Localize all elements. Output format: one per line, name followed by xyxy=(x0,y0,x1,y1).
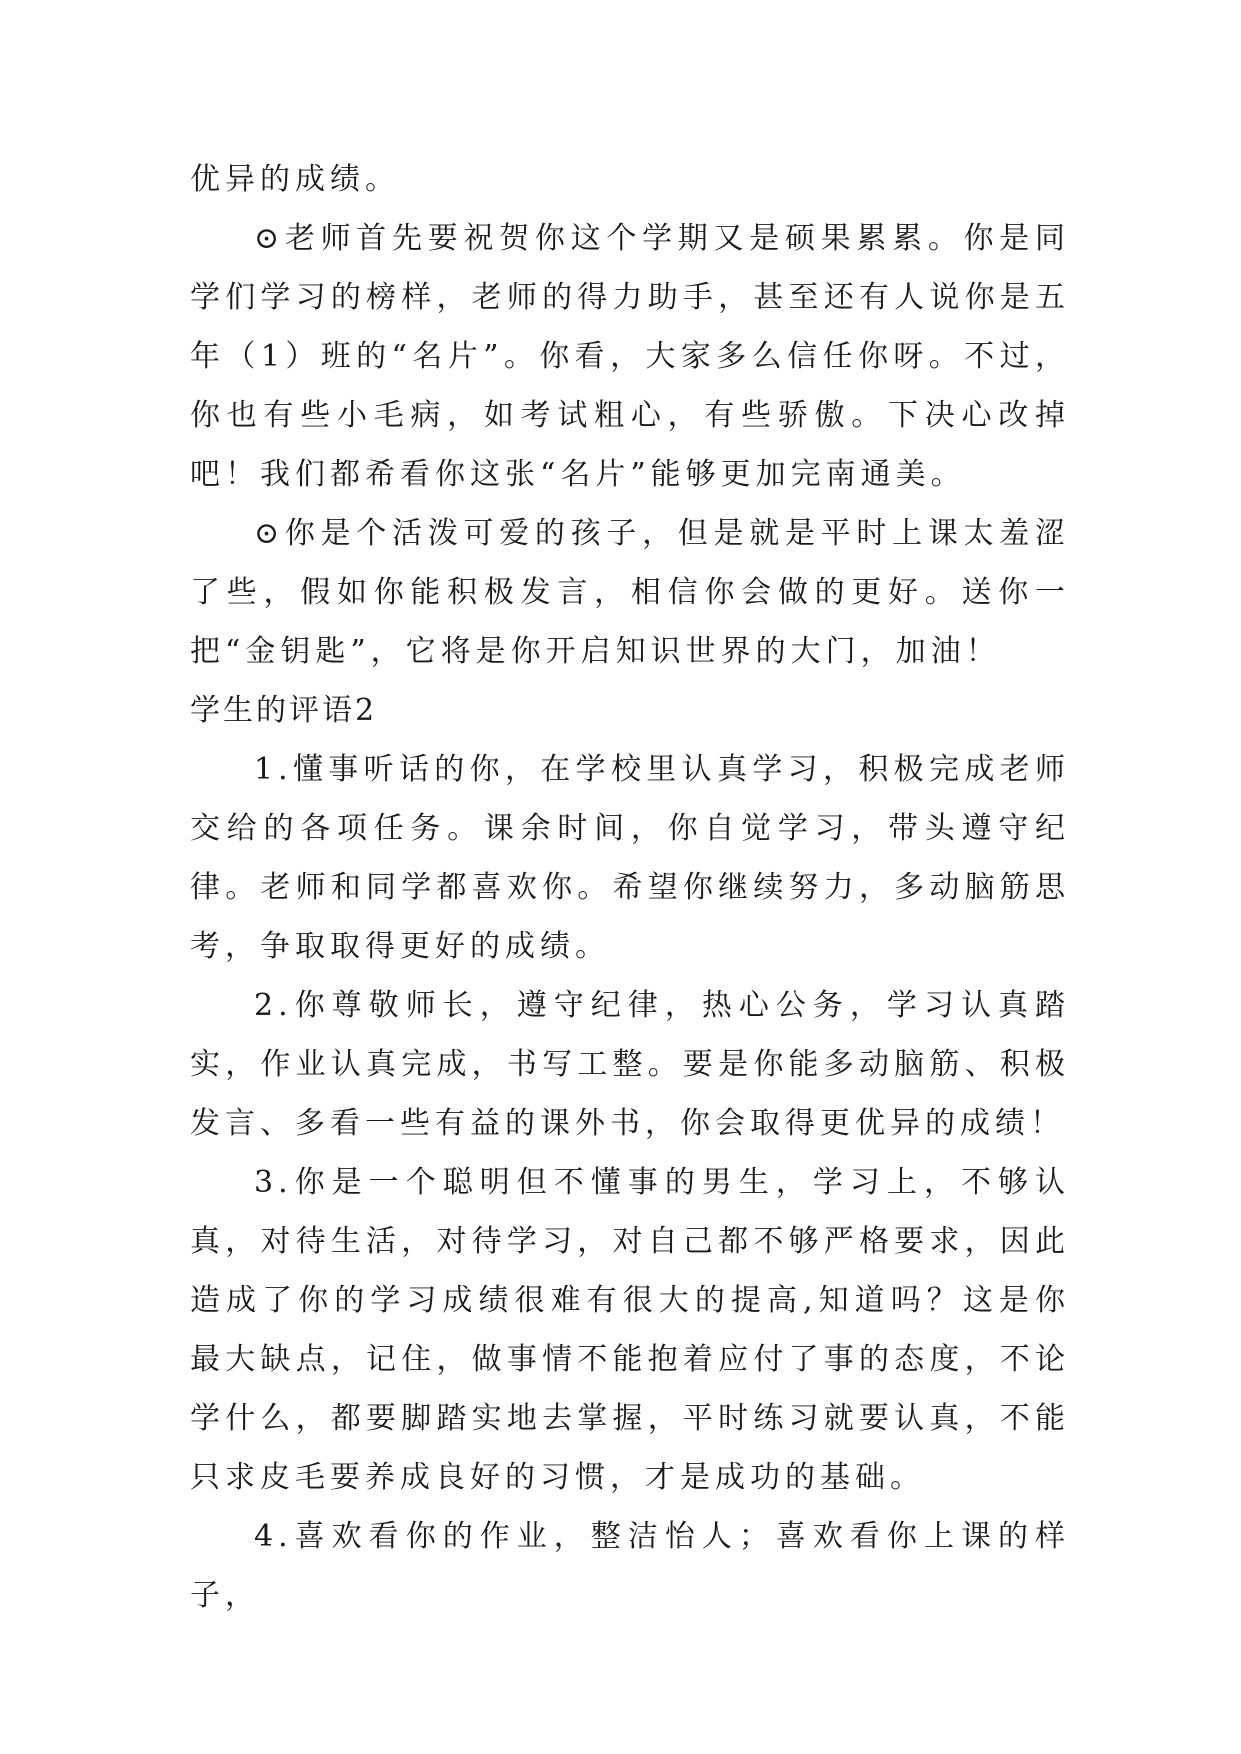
paragraph-comment-2: ⊙你是个活泼可爱的孩子，但是就是平时上课太羞涩了些，假如你能积极发言，相信你会做的更好。送你一把“金钥匙”，它将是你开启知识世界的大门，加油！ xyxy=(190,516,1070,669)
paragraph-item-1: 1.懂事听话的你，在学校里认真学习，积极完成老师交给的各项任务。课余时间，你自觉学习，带头遵守纪律。老师和同学都喜欢你。希望你继续努力，多动脑筋思考，争取取得更好的成绩。 xyxy=(190,752,1070,964)
paragraph-item-4: 4.喜欢看你的作业，整洁怡人；喜欢看你上课的样子， xyxy=(190,1519,1070,1613)
section-heading: 学生的评语2 xyxy=(190,693,378,728)
paragraph-item-3: 3.你是一个聪明但不懂事的男生，学习上，不够认真，对待生活，对待学习，对自己都不够严格要求，因此造成了你的学习成绩很难有很大的提高,知道吗？这是你最大缺点，记住，做事情不能抱着应付了事的态度，不论学什么，都要脚踏实地去掌握，平时练习就要认真，不能只求皮毛要养成良好的习惯，才是成功的基础。 xyxy=(190,1165,1070,1495)
paragraph-continuation: 优异的成绩。 xyxy=(190,162,400,197)
paragraph-comment-1: ⊙老师首先要祝贺你这个学期又是硕果累累。你是同学们学习的榜样，老师的得力助手，甚至还有人说你是五年（1）班的“名片”。你看，大家多么信任你呀。不过，你也有些小毛病，如考试粗心，有些骄傲。下决心改掉吧！我们都希看你这张“名片”能够更加完南通美。 xyxy=(190,221,1070,492)
document-body xyxy=(190,150,1070,1625)
paragraph-item-2: 2.你尊敬师长，遵守纪律，热心公务，学习认真踏实，作业认真完成，书写工整。要是你能多动脑筋、积极发言、多看一些有益的课外书，你会取得更优异的成绩！ xyxy=(190,988,1070,1141)
